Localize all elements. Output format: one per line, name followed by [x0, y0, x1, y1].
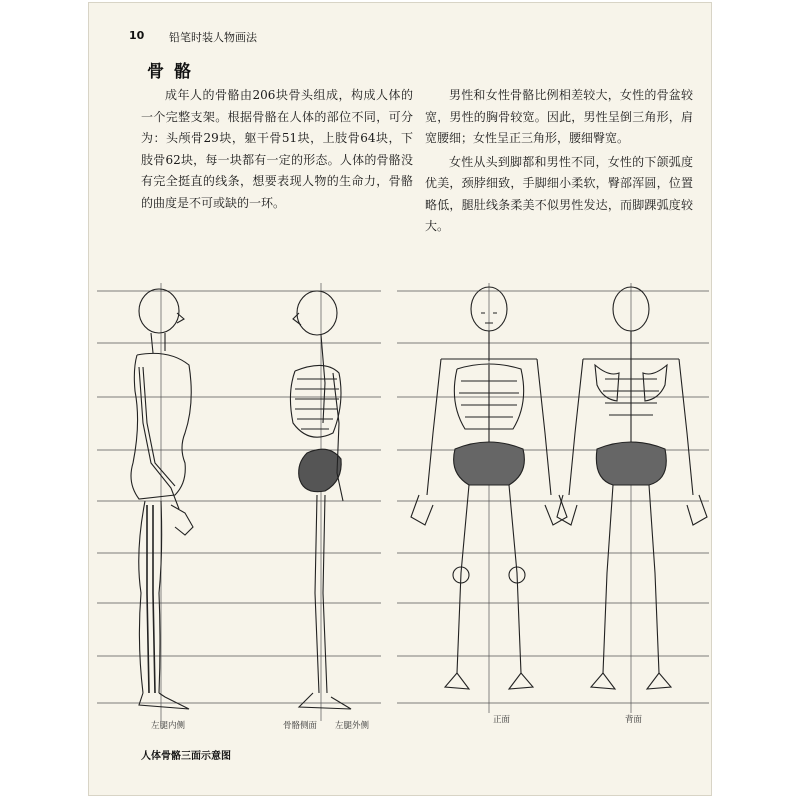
skeleton-drawing [89, 273, 713, 743]
book-title: 铅笔时装人物画法 [169, 31, 257, 44]
proportion-guide-lines [97, 283, 709, 721]
label-skeleton-side: 骨骼侧面 [283, 721, 318, 731]
label-left-leg-outer: 左腿外侧 [335, 721, 370, 731]
figure-side-inner [131, 289, 193, 709]
label-front: 正面 [493, 715, 511, 725]
section-heading: 骨骼 [147, 62, 201, 82]
body-paragraph: 成年人的骨骼由206块骨头组成，构成人体的一个完整支架。根据骨骼在人体的部位不同，可分为：头颅骨29块，躯干骨51块，上肢骨64块，下肢骨62块，每一块都有一定的形态。人体的骨骼没有完全挺直的线条，想要表现人物的生命力，骨骼的曲度是不可或缺的一环。 [141, 88, 413, 210]
book-page [88, 2, 712, 796]
body-paragraph: 女性从头到脚都和男性不同，女性的下颌弧度优美，颈脖细致，手脚细小柔软，臀部浑圆，位置略低，腿肚线条柔美不似男性发达，而脚踝弧度较大。 [425, 154, 693, 233]
body-paragraph: 男性和女性骨骼比例相差较大，女性的骨盆较宽，男性的胸骨较宽。因此，男性呈倒三角形，肩宽腰细；女性呈正三角形，腰细臀宽。 [425, 88, 693, 145]
label-back: 背面 [625, 715, 643, 725]
figure-caption: 人体骨骼三面示意图 [141, 751, 231, 762]
page-header [89, 3, 711, 43]
page-number: 10 [129, 29, 145, 42]
right-text-column [425, 85, 693, 240]
skeleton-illustration [89, 273, 713, 743]
label-left-leg-inner: 左腿内侧 [151, 721, 186, 731]
figure-back-skeleton [557, 287, 707, 689]
left-text-column [141, 85, 413, 216]
